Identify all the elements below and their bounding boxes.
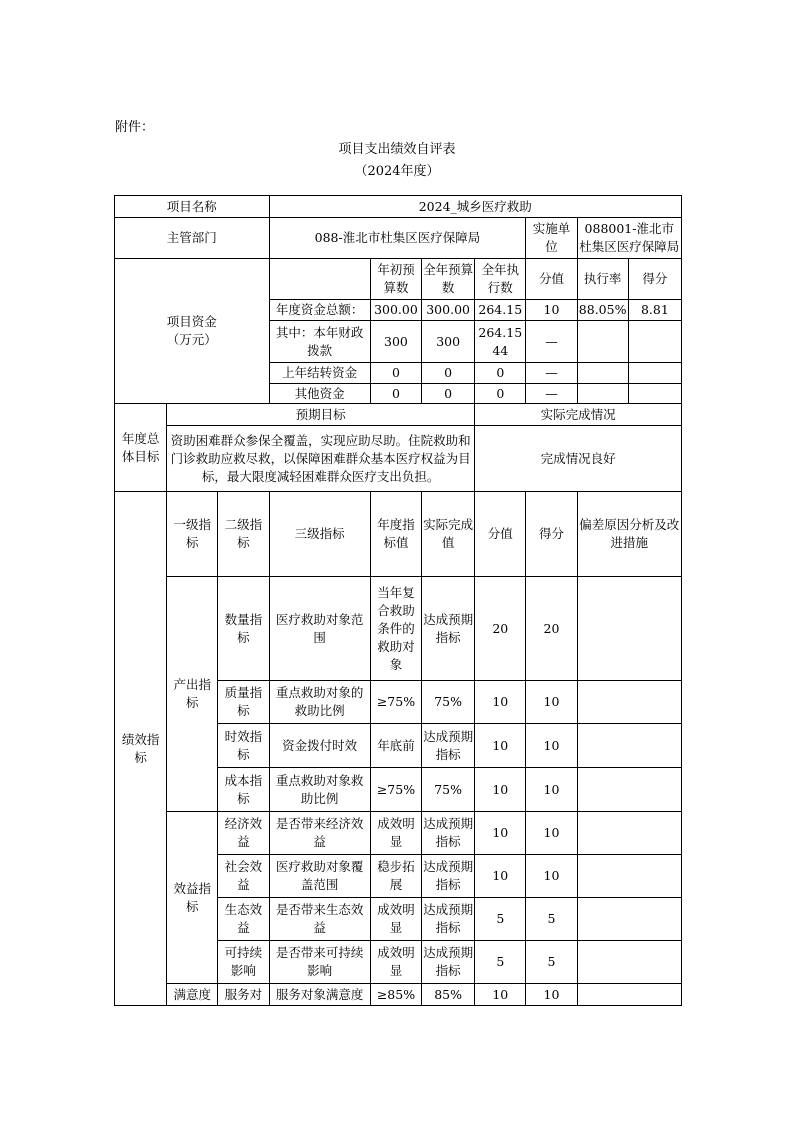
funds-row-score-value: 10 (526, 300, 577, 321)
target-cell: 当年复合救助条件的救助对象 (370, 577, 421, 681)
score-cell: 10 (526, 768, 577, 812)
level3-cell: 服务对象满意度 (269, 984, 370, 1006)
target-cell: ≥75% (370, 681, 421, 724)
deviation-cell (577, 812, 681, 855)
funds-header-initial: 年初预算数 (370, 259, 421, 300)
funds-row-initial: 0 (370, 384, 421, 404)
level1-cell: 产出指标 (167, 577, 218, 812)
funds-row-initial: 300.00 (370, 300, 421, 321)
funds-row-rate (577, 384, 628, 404)
level1-cell: 效益指标 (167, 812, 218, 984)
level3-cell: 是否带来经济效益 (269, 812, 370, 855)
funds-row-annual: 0 (422, 363, 475, 384)
funds-row-initial: 300 (370, 321, 421, 363)
deviation-cell (577, 898, 681, 941)
score-value-cell: 10 (475, 855, 526, 898)
target-cell: 成效明显 (370, 898, 421, 941)
funds-header-executed: 全年执行数 (475, 259, 526, 300)
level3-cell: 重点救助对象救助比例 (269, 768, 370, 812)
level2-cell: 数量指标 (218, 577, 269, 681)
score-cell: 10 (526, 984, 577, 1006)
level2-cell: 生态效益 (218, 898, 269, 941)
funds-label-cell (115, 259, 270, 404)
actual-cell: 达成预期指标 (422, 812, 475, 855)
performance-label: 绩效指标 (115, 492, 167, 1006)
perf-header-score-value: 分值 (475, 492, 526, 577)
dept-value: 088-淮北市杜集区医疗保障局 (269, 218, 526, 259)
perf-header-target: 年度指标值 (370, 492, 421, 577)
funds-row-score (628, 363, 681, 384)
deviation-cell (577, 984, 681, 1006)
perf-header-actual: 实际完成值 (422, 492, 475, 577)
funds-row-rate (577, 363, 628, 384)
level2-cell: 社会效益 (218, 855, 269, 898)
project-name-value: 2024_城乡医疗救助 (269, 196, 681, 218)
funds-row-label: 上年结转资金 (269, 363, 370, 384)
deviation-cell (577, 577, 681, 681)
perf-header-deviation: 偏差原因分析及改进措施 (577, 492, 681, 577)
deviation-cell (577, 681, 681, 724)
target-cell: 成效明显 (370, 941, 421, 984)
funds-header-rate: 执行率 (577, 259, 628, 300)
funds-label: 项目资金 (166, 314, 217, 329)
funds-header-score-value: 分值 (526, 259, 577, 300)
target-cell: 成效明显 (370, 812, 421, 855)
target-cell: 年底前 (370, 724, 421, 768)
dept-label: 主管部门 (115, 218, 270, 259)
unit-value: 088001-淮北市杜集区医疗保障局 (577, 218, 681, 259)
perf-header-level2: 二级指标 (218, 492, 269, 577)
goals-label: 年度总体目标 (115, 404, 167, 492)
score-value-cell: 10 (475, 768, 526, 812)
level3-cell: 是否带来可持续影响 (269, 941, 370, 984)
unit-label: 实施单位 (526, 218, 577, 259)
year-line: （2024年度） (354, 164, 440, 179)
level3-cell: 是否带来生态效益 (269, 898, 370, 941)
deviation-cell (577, 768, 681, 812)
score-value-cell: 10 (475, 984, 526, 1006)
target-cell: ≥85% (370, 984, 421, 1006)
score-value-cell: 5 (475, 898, 526, 941)
score-value-cell: 10 (475, 724, 526, 768)
target-cell: ≥75% (370, 768, 421, 812)
funds-row-annual: 300 (422, 321, 475, 363)
funds-row-score-value: — (526, 363, 577, 384)
level3-cell: 资金拨付时效 (269, 724, 370, 768)
deviation-cell (577, 941, 681, 984)
score-cell: 10 (526, 855, 577, 898)
actual-cell: 75% (422, 768, 475, 812)
funds-row-score-value: — (526, 321, 577, 363)
score-cell: 10 (526, 681, 577, 724)
score-cell: 10 (526, 812, 577, 855)
self-evaluation-table (114, 195, 682, 1006)
page-title: 项目支出绩效自评表 (338, 142, 456, 157)
level3-cell: 重点救助对象的救助比例 (269, 681, 370, 724)
actual-cell: 85% (422, 984, 475, 1006)
perf-header-level1: 一级指标 (167, 492, 218, 577)
funds-row-executed: 264.1544 (475, 321, 526, 363)
funds-row-score (628, 384, 681, 404)
actual-cell: 达成预期指标 (422, 577, 475, 681)
deviation-cell (577, 855, 681, 898)
funds-row-initial: 0 (370, 363, 421, 384)
deviation-cell (577, 724, 681, 768)
funds-row-executed: 0 (475, 363, 526, 384)
actual-cell: 达成预期指标 (422, 898, 475, 941)
level2-cell: 可持续影响 (218, 941, 269, 984)
project-name-label: 项目名称 (115, 196, 270, 218)
actual-cell: 达成预期指标 (422, 855, 475, 898)
perf-header-level3: 三级指标 (269, 492, 370, 577)
goals-expected-text: 资助困难群众参保全覆盖，实现应助尽助。住院救助和门诊救助应救尽救，以保障困难群众基本医疗权益为目标，最大限度减轻困难群众医疗支出负担。 (167, 426, 475, 492)
goals-actual-header: 实际完成情况 (475, 404, 682, 426)
funds-row-annual: 300.00 (422, 300, 475, 321)
level3-cell: 医疗救助对象覆盖范围 (269, 855, 370, 898)
level2-cell: 质量指标 (218, 681, 269, 724)
funds-row-label: 其中：本年财政拨款 (269, 321, 370, 363)
funds-row-rate: 88.05% (577, 300, 628, 321)
level2-cell: 服务对 (218, 984, 269, 1006)
actual-cell: 75% (422, 681, 475, 724)
funds-header-annual: 全年预算数 (422, 259, 475, 300)
score-value-cell: 10 (475, 812, 526, 855)
funds-header-score: 得分 (628, 259, 681, 300)
funds-row-score-value: — (526, 384, 577, 404)
funds-row-rate (577, 321, 628, 363)
score-cell: 5 (526, 898, 577, 941)
goals-expected-header: 预期目标 (167, 404, 475, 426)
funds-unit: （万元） (166, 332, 217, 347)
goals-actual-text: 完成情况良好 (475, 426, 682, 492)
actual-cell: 达成预期指标 (422, 724, 475, 768)
score-value-cell: 5 (475, 941, 526, 984)
funds-row-score (628, 321, 681, 363)
funds-row-executed: 264.15 (475, 300, 526, 321)
score-cell: 10 (526, 724, 577, 768)
perf-header-score: 得分 (526, 492, 577, 577)
funds-row-label: 其他资金 (269, 384, 370, 404)
score-value-cell: 20 (475, 577, 526, 681)
target-cell: 稳步拓展 (370, 855, 421, 898)
funds-row-executed: 0 (475, 384, 526, 404)
funds-row-label: 年度资金总额： (269, 300, 370, 321)
level3-cell: 医疗救助对象范围 (269, 577, 370, 681)
score-cell: 20 (526, 577, 577, 681)
funds-header-blank (269, 259, 370, 300)
funds-row-annual: 0 (422, 384, 475, 404)
score-cell: 5 (526, 941, 577, 984)
attachment-label: 附件： (115, 120, 155, 135)
level2-cell: 成本指标 (218, 768, 269, 812)
funds-row-score: 8.81 (628, 300, 681, 321)
actual-cell: 达成预期指标 (422, 941, 475, 984)
level2-cell: 时效指标 (218, 724, 269, 768)
score-value-cell: 10 (475, 681, 526, 724)
level2-cell: 经济效益 (218, 812, 269, 855)
level1-cell: 满意度 (167, 984, 218, 1006)
